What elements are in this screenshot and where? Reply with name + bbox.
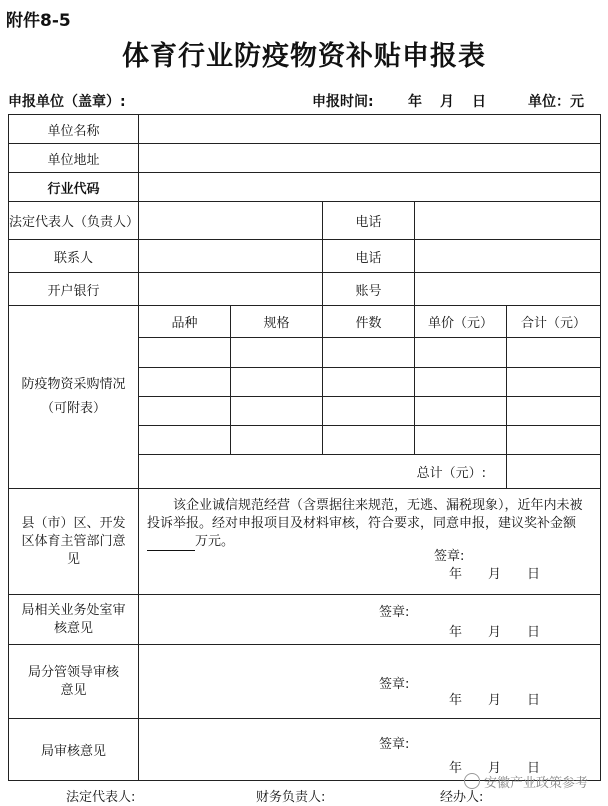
leader-sign: 签章:: [379, 677, 410, 692]
purchase-cell[interactable]: [323, 397, 415, 426]
header-year: 年: [408, 94, 422, 110]
phone-field-1[interactable]: [415, 202, 601, 240]
bank-field[interactable]: [139, 273, 323, 306]
purchase-cell[interactable]: [139, 338, 231, 368]
purchase-cell[interactable]: [507, 368, 601, 397]
purchase-cell[interactable]: [507, 426, 601, 455]
purchase-cell[interactable]: [415, 426, 507, 455]
dept-sign: 签章:: [379, 605, 410, 620]
wechat-icon: [464, 773, 480, 789]
unit-seal-label: 申报单位（盖章）:: [8, 94, 126, 110]
header-day: 日: [472, 94, 486, 110]
report-time-label: 申报时间:: [312, 94, 374, 110]
page-title: 体育行业防疫物资补贴申报表: [122, 41, 486, 72]
dept-date: 年 月 日: [449, 625, 541, 640]
unit-name-label: 单位名称: [9, 115, 139, 144]
application-form: [8, 114, 601, 781]
county-opinion-text: 该企业诚信规范经营（含票据往来规范，无逃、漏税现象），近年内未被投诉举报。经对申报项目及材料审核，符合要求，同意申报，建议奖补金额万元。: [147, 498, 583, 549]
bureau-sign: 签章:: [379, 737, 410, 752]
county-opinion-label: 县（市）区、开发区体育主管部门意见: [9, 489, 139, 595]
purchase-cell[interactable]: [323, 426, 415, 455]
bureau-date: 年 月 日: [449, 761, 541, 776]
county-sign: 签章:: [434, 549, 465, 564]
purchase-cell[interactable]: [139, 426, 231, 455]
total-field[interactable]: [507, 455, 601, 489]
legal-rep-field[interactable]: [139, 202, 323, 240]
leader-opinion-cell: [139, 645, 601, 719]
contact-field[interactable]: [139, 240, 323, 273]
attachment-label: 附件8-5: [6, 11, 71, 31]
leader-opinion-label: 局分管领导审核意见: [9, 645, 139, 719]
phone-label-1: 电话: [323, 202, 415, 240]
dept-opinion-cell: [139, 595, 601, 645]
purchase-cell[interactable]: [507, 397, 601, 426]
purchase-cell[interactable]: [415, 397, 507, 426]
phone-field-2[interactable]: [415, 240, 601, 273]
col-quantity: 件数: [323, 306, 415, 338]
contact-label: 联系人: [9, 240, 139, 273]
purchase-cell[interactable]: [507, 338, 601, 368]
unit-address-field[interactable]: [139, 144, 601, 173]
purchase-cell[interactable]: [231, 368, 323, 397]
unit-address-label: 单位地址: [9, 144, 139, 173]
purchase-cell[interactable]: [231, 397, 323, 426]
bureau-opinion-label: 局审核意见: [9, 719, 139, 781]
phone-label-2: 电话: [323, 240, 415, 273]
unit-name-field[interactable]: [139, 115, 601, 144]
purchase-cell[interactable]: [231, 338, 323, 368]
purchase-cell[interactable]: [323, 338, 415, 368]
industry-code-label: 行业代码: [9, 173, 139, 202]
purchase-cell[interactable]: [323, 368, 415, 397]
legal-rep-label: 法定代表人（负责人）: [9, 202, 139, 240]
currency-unit: 单位：元: [528, 94, 584, 110]
col-spec: 规格: [231, 306, 323, 338]
purchase-cell[interactable]: [415, 338, 507, 368]
footer-legal-rep: 法定代表人:: [66, 790, 136, 805]
col-variety: 品种: [139, 306, 231, 338]
bank-label: 开户银行: [9, 273, 139, 306]
purchase-cell[interactable]: [231, 426, 323, 455]
leader-date: 年 月 日: [449, 693, 541, 708]
county-opinion-cell: [139, 489, 601, 595]
industry-code-field[interactable]: [139, 173, 601, 202]
col-unit-price: 单价（元）: [415, 306, 507, 338]
footer-handler: 经办人:: [440, 790, 484, 805]
account-label: 账号: [323, 273, 415, 306]
header-month: 月: [440, 94, 454, 110]
account-field[interactable]: [415, 273, 601, 306]
county-date: 年 月 日: [449, 567, 541, 582]
watermark: 安徽产业政策参考: [464, 772, 588, 791]
footer-finance: 财务负责人:: [256, 790, 326, 805]
purchase-cell[interactable]: [139, 397, 231, 426]
purchase-cell[interactable]: [139, 368, 231, 397]
total-label: 总计（元）:: [139, 455, 507, 489]
dept-opinion-label: 局相关业务处室审核意见: [9, 595, 139, 645]
purchase-label: 防疫物资采购情况（可附表）: [9, 306, 139, 489]
amount-blank: [147, 537, 195, 551]
purchase-cell[interactable]: [415, 368, 507, 397]
col-subtotal: 合计（元）: [507, 306, 601, 338]
